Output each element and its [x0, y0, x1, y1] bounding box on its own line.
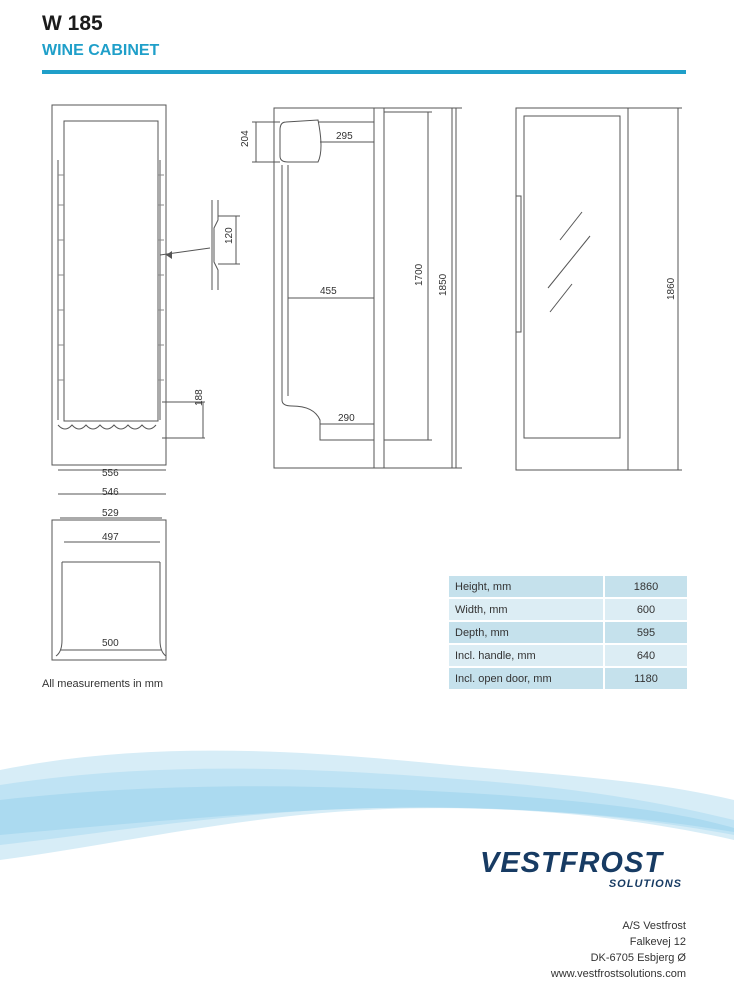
dim-1850: 1850	[438, 273, 449, 296]
dim-497: 497	[102, 532, 119, 543]
table-row	[449, 622, 687, 643]
spec-value: 1860	[603, 576, 687, 597]
spec-value: 1180	[603, 668, 687, 689]
top-view	[52, 470, 166, 660]
dim-1700: 1700	[414, 263, 425, 286]
logo-brand: VESTFROST	[480, 847, 664, 879]
side-view	[252, 108, 462, 468]
spec-label: Width, mm	[449, 599, 603, 620]
dim-1860: 1860	[666, 277, 677, 300]
shelf-detail	[212, 200, 240, 290]
spec-value: 600	[603, 599, 687, 620]
dim-204: 204	[240, 130, 251, 147]
dim-290: 290	[338, 413, 355, 424]
dim-120: 120	[224, 227, 235, 244]
company-address	[551, 918, 686, 982]
door-view	[516, 108, 682, 470]
page-title: W 185	[42, 12, 103, 35]
website-link[interactable]: www.vestfrostsolutions.com	[550, 968, 686, 980]
dim-529: 529	[102, 508, 119, 519]
table-row	[449, 645, 687, 666]
spec-label: Incl. handle, mm	[449, 645, 603, 666]
address-line: Falkevej 12	[629, 936, 686, 948]
dim-295: 295	[336, 131, 353, 142]
logo-sub: SOLUTIONS	[608, 878, 682, 890]
dim-546: 546	[102, 487, 119, 498]
address-line: A/S Vestfrost	[622, 920, 686, 932]
dim-455: 455	[320, 286, 337, 297]
dim-500: 500	[102, 638, 119, 649]
measurement-note: All measurements in mm	[42, 678, 164, 690]
specs-table	[449, 574, 687, 691]
dim-188: 188	[194, 389, 205, 406]
front-view	[52, 105, 210, 465]
spec-value: 595	[603, 622, 687, 643]
table-row	[449, 576, 687, 597]
table-row	[449, 668, 687, 689]
spec-label: Depth, mm	[449, 622, 603, 643]
table-row	[449, 599, 687, 620]
vestfrost-logo	[480, 848, 690, 890]
address-line: DK-6705 Esbjerg Ø	[590, 952, 686, 964]
spec-label: Incl. open door, mm	[449, 668, 603, 689]
dim-556: 556	[102, 468, 119, 479]
spec-label: Height, mm	[449, 576, 603, 597]
page-subtitle: WINE CABINET	[42, 42, 160, 59]
spec-value: 640	[603, 645, 687, 666]
